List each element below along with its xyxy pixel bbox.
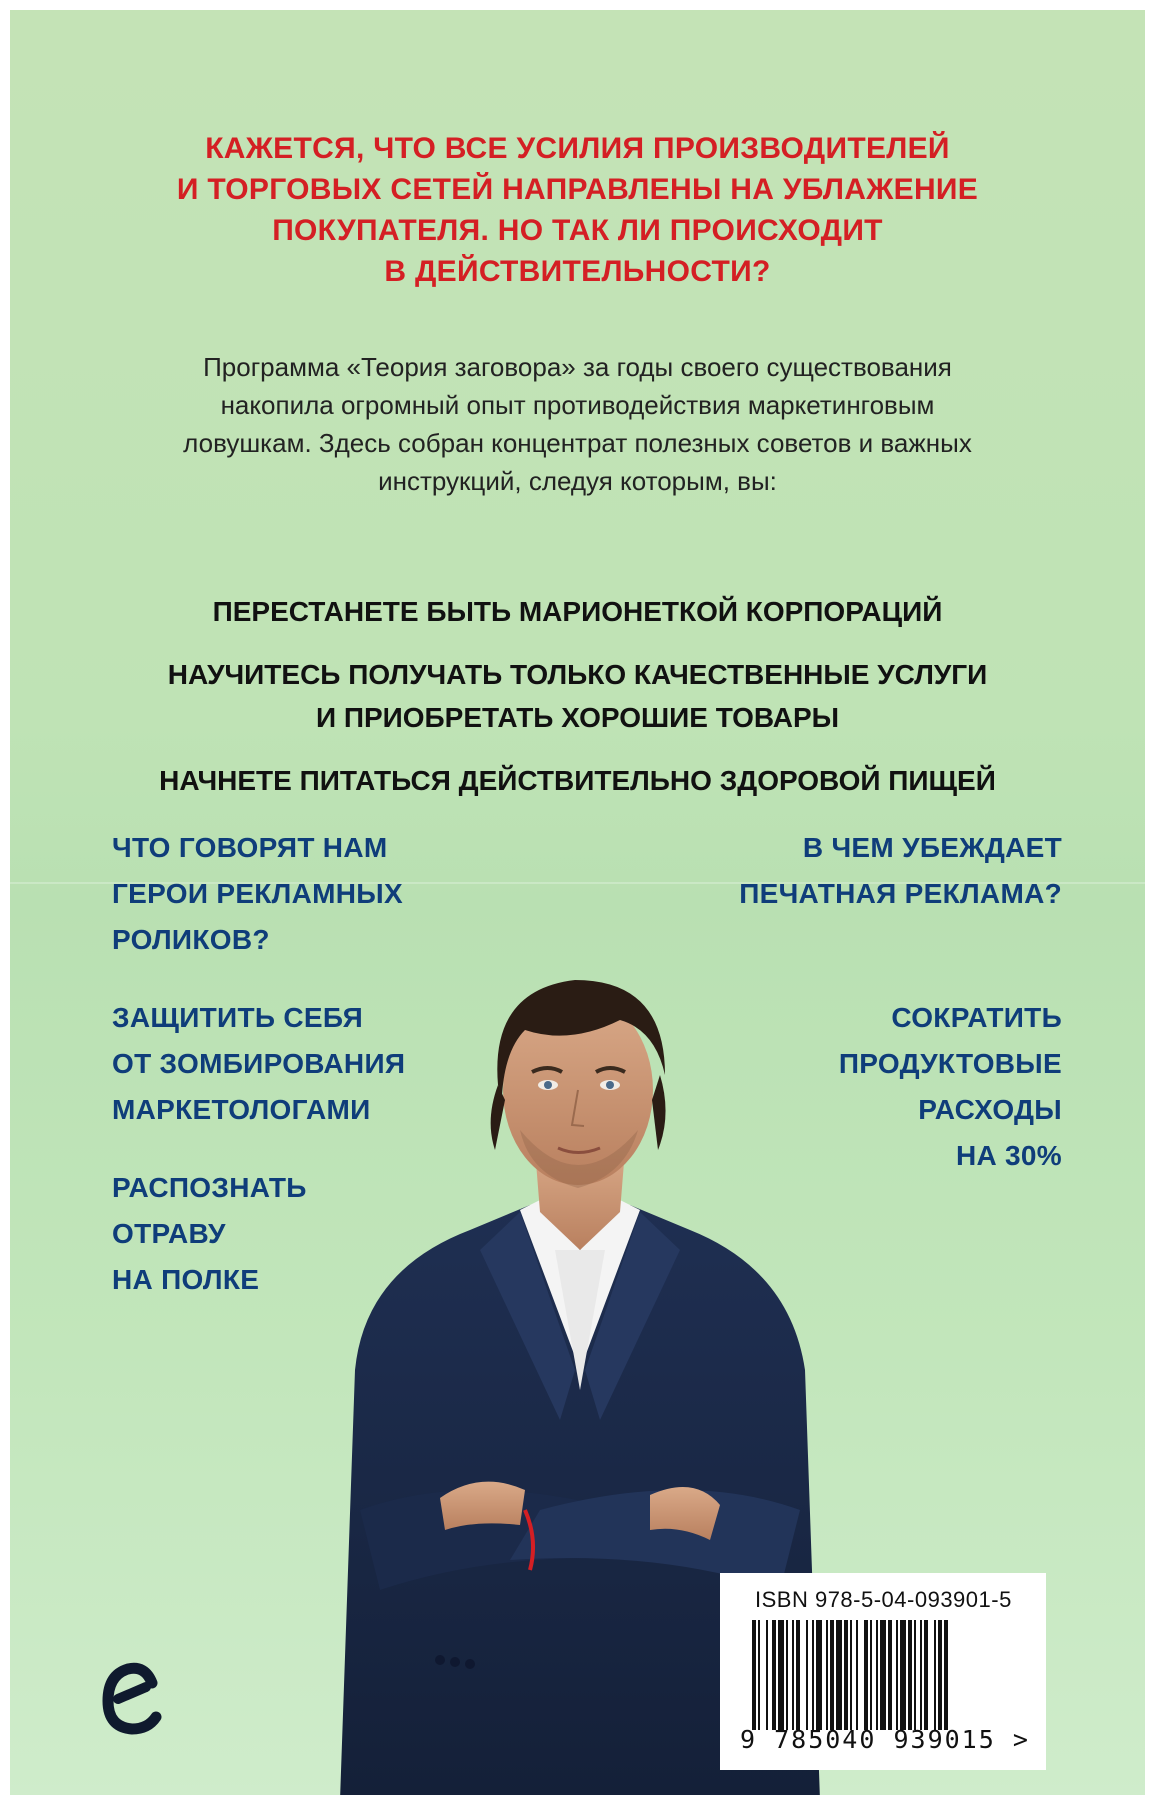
intro-line: инструкций, следуя которым, вы: bbox=[378, 466, 777, 496]
right-point-line: СОКРАТИТЬ bbox=[891, 1002, 1062, 1033]
benefit-line: И ПРИОБРЕТАТЬ ХОРОШИЕ ТОВАРЫ bbox=[315, 702, 840, 733]
headline-line: И ТОРГОВЫХ СЕТЕЙ НАПРАВЛЕНЫ НА УБЛАЖЕНИЕ bbox=[176, 173, 979, 206]
right-point-line: ПЕЧАТНАЯ РЕКЛАМА? bbox=[739, 878, 1062, 909]
right-point-line: ПРОДУКТОВЫЕ bbox=[838, 1048, 1062, 1079]
right-point-line: НА 30% bbox=[955, 1140, 1062, 1171]
benefit-item bbox=[10, 590, 1145, 633]
isbn-digits: 9 785040 939015 > bbox=[740, 1725, 1030, 1754]
right-point bbox=[839, 995, 1062, 1179]
isbn-label: ISBN 978-5-04-093901-5 bbox=[755, 1587, 1012, 1612]
benefit-line: ПЕРЕСТАНЕТЕ БЫТЬ МАРИОНЕТКОЙ КОРПОРАЦИЙ bbox=[212, 596, 943, 627]
headline bbox=[10, 128, 1145, 292]
right-point-line: РАСХОДЫ bbox=[918, 1094, 1062, 1125]
right-point-line: В ЧЕМ УБЕЖДАЕТ bbox=[802, 832, 1062, 863]
left-point-line: ЧТО ГОВОРЯТ НАМ bbox=[112, 832, 388, 863]
left-point-line: РОЛИКОВ? bbox=[112, 924, 270, 955]
left-point bbox=[112, 825, 403, 963]
publisher-logo-icon bbox=[100, 1655, 170, 1737]
isbn-block bbox=[720, 1573, 1046, 1770]
left-point bbox=[112, 995, 405, 1133]
left-point-line: МАРКЕТОЛОГАМИ bbox=[112, 1094, 371, 1125]
left-point-line: ЗАЩИТИТЬ СЕБЯ bbox=[112, 1002, 364, 1033]
left-point-line: ГЕРОИ РЕКЛАМНЫХ bbox=[112, 878, 403, 909]
right-point bbox=[739, 825, 1062, 917]
book-back-cover bbox=[10, 10, 1145, 1795]
left-point-line: НА ПОЛКЕ bbox=[112, 1264, 260, 1295]
headline-line: КАЖЕТСЯ, ЧТО ВСЕ УСИЛИЯ ПРОИЗВОДИТЕЛЕЙ bbox=[205, 132, 950, 165]
barcode-icon bbox=[752, 1620, 1007, 1730]
left-point-line: РАСПОЗНАТЬ bbox=[112, 1172, 307, 1203]
intro-line: Программа «Теория заговора» за годы своего существования bbox=[203, 352, 952, 382]
benefit-item bbox=[10, 653, 1145, 739]
benefits-list bbox=[10, 590, 1145, 822]
left-point-line: ОТ ЗОМБИРОВАНИЯ bbox=[112, 1048, 406, 1079]
benefit-line: НАУЧИТЕСЬ ПОЛУЧАТЬ ТОЛЬКО КАЧЕСТВЕННЫЕ УСЛУГИ bbox=[167, 659, 988, 690]
intro-line: накопила огромный опыт противодействия маркетинговым bbox=[220, 390, 935, 420]
benefit-line: НАЧНЕТЕ ПИТАТЬСЯ ДЕЙСТВИТЕЛЬНО ЗДОРОВОЙ ПИЩЕЙ bbox=[159, 765, 996, 796]
left-point bbox=[112, 1165, 307, 1303]
headline-line: ПОКУПАТЕЛЯ. НО ТАК ЛИ ПРОИСХОДИТ bbox=[272, 214, 883, 247]
left-point-line: ОТРАВУ bbox=[112, 1218, 226, 1249]
benefit-item bbox=[10, 759, 1145, 802]
headline-line: В ДЕЙСТВИТЕЛЬНОСТИ? bbox=[384, 255, 771, 288]
intro-line: ловушкам. Здесь собран концентрат полезных советов и важных bbox=[183, 428, 972, 458]
intro-paragraph bbox=[160, 348, 995, 500]
